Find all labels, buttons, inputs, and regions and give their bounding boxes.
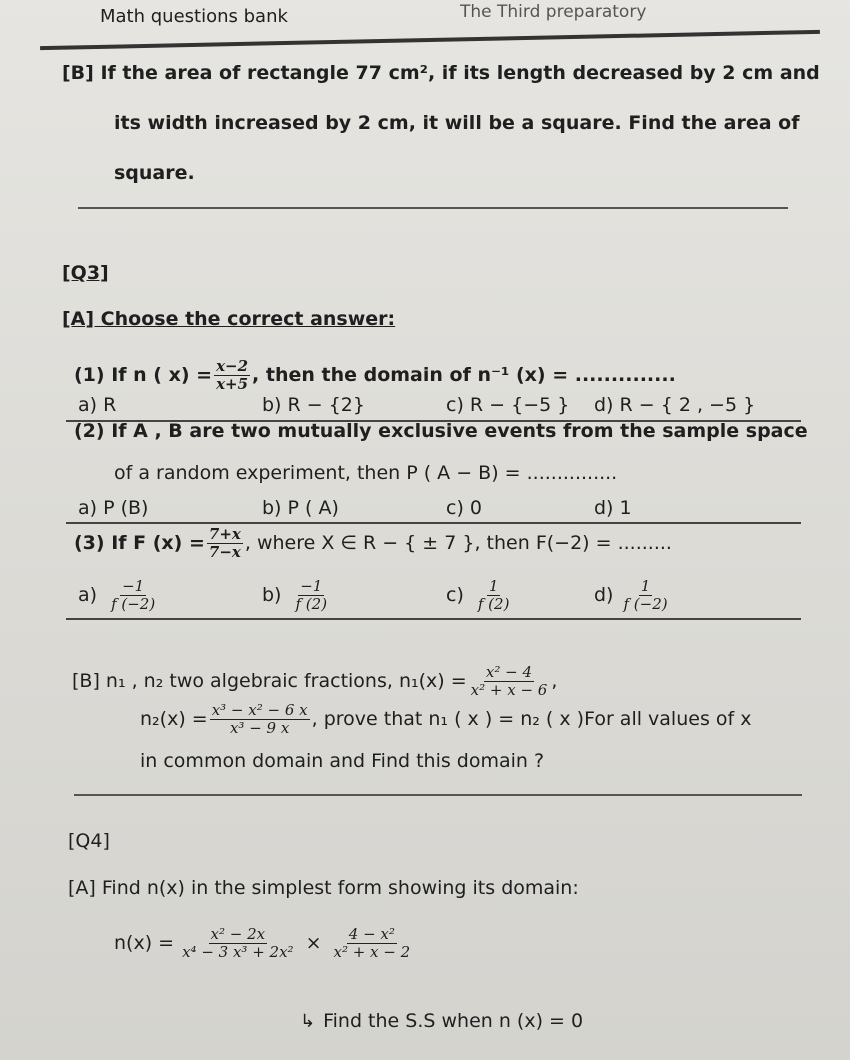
- choice-fraction: [293, 578, 329, 612]
- divider: [66, 522, 801, 524]
- fraction-numerator: x−2: [216, 357, 249, 375]
- choice-label: c): [446, 584, 464, 606]
- question-2-line1: (2) If A , B are two mutually exclusive events from the sample space: [74, 420, 808, 442]
- divider: [66, 618, 801, 620]
- choice-3d[interactable]: [594, 578, 672, 612]
- choice-1c[interactable]: c) R − {−5 }: [446, 394, 570, 416]
- fraction-denominator: f (2): [477, 594, 510, 613]
- fraction-numerator: x³ − x² − 6 x: [211, 701, 308, 719]
- question-3-prefix: (3) If F (x) =: [74, 532, 205, 554]
- choice-label: d): [594, 584, 614, 606]
- fraction-denominator: f (−2): [623, 594, 668, 613]
- part-b-line3: in common domain and Find this domain ?: [140, 750, 545, 772]
- fraction-numerator: 1: [640, 577, 651, 595]
- fraction-numerator: −1: [300, 577, 323, 595]
- choice-1a[interactable]: a) R: [78, 394, 117, 416]
- choice-3b[interactable]: [262, 578, 331, 612]
- header-rule: [40, 30, 820, 50]
- part-b-suffix: ,: [551, 670, 558, 692]
- choice-label: a): [78, 584, 98, 606]
- fraction-numerator: 1: [488, 577, 499, 595]
- area-question-line2: its width increased by 2 cm, it will be a square. Find the area of: [114, 112, 800, 134]
- area-question-line3: square.: [114, 162, 195, 184]
- fraction-denominator: x² + x − 2: [333, 942, 411, 961]
- choice-3a[interactable]: [78, 578, 159, 612]
- find-ss-text: Find the S.S when n (x) = 0: [323, 1010, 584, 1032]
- choice-1d[interactable]: d) R − { 2 , −5 }: [594, 394, 756, 416]
- fraction-numerator: −1: [122, 577, 145, 595]
- fraction-numerator: x² − 4: [485, 663, 533, 681]
- question-3-suffix: , where X ∈ R − { ± 7 }, then F(−2) = .........: [244, 532, 672, 554]
- fraction-numerator: 7+x: [208, 525, 241, 543]
- question-1: [74, 358, 676, 392]
- question-1-fraction: [214, 358, 250, 392]
- times-sign: ×: [305, 932, 322, 954]
- choice-label: b): [262, 584, 282, 606]
- divider: [74, 794, 802, 796]
- choice-2b[interactable]: b) P ( A): [262, 497, 339, 519]
- divider: [78, 207, 788, 209]
- fraction-denominator: f (−2): [111, 594, 156, 613]
- choice-2a[interactable]: a) P (B): [78, 497, 149, 519]
- fraction-denominator: f (2): [295, 594, 328, 613]
- fraction-denominator: 7−x: [208, 542, 241, 561]
- header-subtitle: The Third preparatory: [460, 2, 647, 22]
- question-2-line2: of a random experiment, then P ( A − B) = ...............: [114, 462, 618, 484]
- n2-prefix: n₂(x) =: [140, 708, 208, 730]
- fraction-1: [180, 926, 295, 960]
- fraction-denominator: x+5: [216, 374, 249, 393]
- choice-2c[interactable]: c) 0: [446, 497, 482, 519]
- part-a-title: [A] Choose the correct answer:: [62, 308, 396, 330]
- q4-part-a: [A] Find n(x) in the simplest form showing its domain:: [68, 877, 579, 899]
- question-1-prefix: (1) If n ( x) =: [74, 364, 213, 386]
- choice-fraction: [621, 578, 669, 612]
- choice-2d[interactable]: d) 1: [594, 497, 632, 519]
- fraction-denominator: x³ − 9 x: [229, 718, 290, 737]
- choice-1b[interactable]: b) R − {2}: [262, 394, 365, 416]
- choice-3c[interactable]: [446, 578, 513, 612]
- fraction-denominator: x⁴ − 3 x³ + 2x²: [182, 942, 294, 961]
- choice-fraction: [109, 578, 157, 612]
- question-3-fraction: [207, 526, 243, 560]
- n2-fraction: [210, 702, 310, 736]
- area-question-line1: [B] If the area of rectangle 77 cm², if its length decreased by 2 cm and: [62, 62, 820, 84]
- part-b-prefix: [B] n₁ , n₂ two algebraic fractions, n₁(x) =: [72, 670, 467, 692]
- choice-fraction: [476, 578, 512, 612]
- fraction-numerator: 4 − x²: [348, 925, 395, 943]
- n2-suffix: , prove that n₁ ( x ) = n₂ ( x )For all values of x: [311, 708, 752, 730]
- question-3: [74, 526, 672, 560]
- part-b-line2: [140, 702, 751, 736]
- q4-expression: [114, 926, 414, 960]
- fraction-denominator: x² + x − 6: [470, 680, 548, 699]
- section-title-q3: [Q3]: [62, 262, 109, 284]
- question-1-suffix: , then the domain of n⁻¹ (x) = ..............: [252, 364, 676, 386]
- header-title: Math questions bank: [100, 6, 288, 27]
- section-title-q4: [Q4]: [68, 830, 110, 852]
- arrow-icon: ↳: [300, 1010, 316, 1032]
- expr-prefix: n(x) =: [114, 932, 175, 954]
- n1-fraction: [469, 664, 550, 698]
- fraction-2: [331, 926, 412, 960]
- find-ss-line: [300, 1010, 583, 1032]
- part-b-line1: [72, 664, 557, 698]
- fraction-numerator: x² − 2x: [210, 925, 266, 943]
